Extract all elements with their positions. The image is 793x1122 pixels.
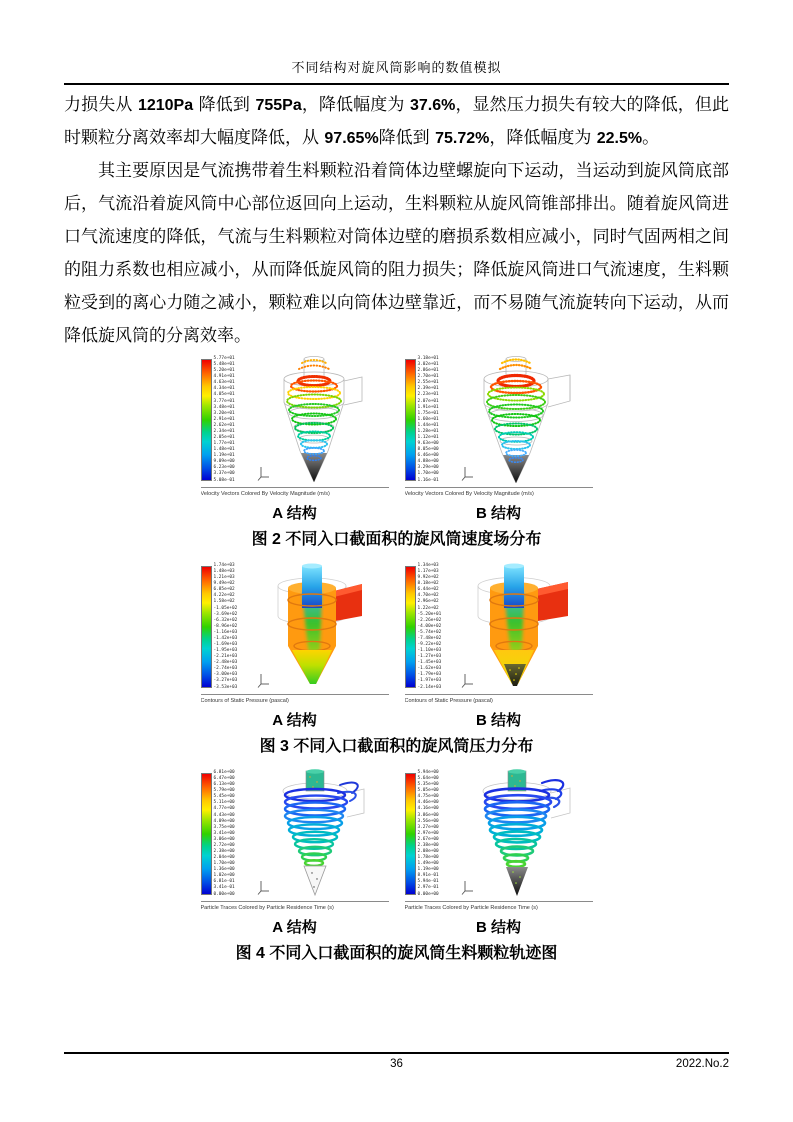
colorbar-tick-label: 2.38e+00 — [213, 849, 235, 855]
panel-sub-caption: Velocity Vectors Colored By Velocity Magnitude (m/s) — [404, 491, 534, 497]
colorbar-tick-label: 2.05e+01 — [213, 435, 235, 441]
colorbar-labels — [416, 771, 443, 897]
colorbar-tick-label: 5.11e+00 — [213, 800, 235, 806]
colorbar-labels — [416, 564, 443, 690]
colorbar-tick-label: 1.02e+00 — [213, 873, 235, 879]
colorbar-tick-label: 1.48e+01 — [213, 447, 235, 453]
page-number: 36 — [390, 1058, 403, 1070]
panel-sub-caption: Contours of Static Pressure (pascal) — [200, 698, 289, 704]
colorbar-tick-label: -2.21e+03 — [213, 654, 238, 660]
colorbar-tick-label: 1.28e+01 — [417, 428, 439, 434]
colorbar-tick-label: 9.49e+02 — [213, 581, 235, 587]
colorbar-tick-label: 2.07e+01 — [417, 398, 439, 404]
colorbar-tick-label: 2.39e+01 — [417, 386, 439, 392]
figure-4-panel-b — [405, 769, 593, 911]
paragraph-segment: 。 — [642, 128, 660, 148]
colorbar-tick-label: 3.56e+00 — [417, 818, 439, 824]
panel-sub-caption: Particle Traces Colored by Particle Residence Time (s) — [404, 905, 538, 911]
colorbar-tick-label: 5.35e+00 — [417, 782, 439, 788]
figure-2-caption: 图 2 不同入口截面积的旋风筒速度场分布 — [251, 531, 542, 548]
panel-separator — [201, 487, 389, 488]
axis-triad-icon — [257, 672, 271, 688]
colorbar-tick-label: -7.48e+02 — [417, 635, 442, 641]
figure-2 — [201, 355, 593, 549]
colorbar-tick-label: -2.48e+03 — [213, 660, 238, 666]
colorbar-tick-label: 8.18e+02 — [417, 581, 439, 587]
colorbar-tick-label: 1.17e+03 — [417, 569, 439, 575]
colorbar-labels — [212, 564, 239, 690]
colorbar-tick-label: -9.22e+02 — [417, 642, 442, 648]
colorbar-tick-label: 6.81e+00 — [213, 770, 235, 775]
colorbar — [201, 769, 239, 899]
axis-triad-icon — [257, 879, 271, 895]
colorbar-tick-label: 3.18e+01 — [417, 356, 439, 361]
structure-b-label: B 结构 — [475, 919, 521, 936]
structure-a-label: A 结构 — [272, 919, 317, 936]
colorbar — [201, 355, 239, 485]
paragraph-segment: ，降低幅度为 — [301, 95, 410, 115]
colorbar-tick-label: 3.29e+00 — [417, 465, 439, 471]
colorbar-tick-label: 3.02e+01 — [417, 362, 439, 368]
colorbar-tick-label: 1.91e+01 — [417, 404, 439, 410]
colorbar-tick-label: 2.70e+01 — [417, 374, 439, 380]
figure-2-panel-b — [405, 355, 593, 497]
structure-a-label: A 结构 — [272, 712, 317, 729]
colorbar — [405, 562, 443, 692]
colorbar-gradient — [201, 359, 212, 481]
colorbar-tick-label: 4.16e+00 — [417, 806, 439, 812]
colorbar-tick-label: 1.77e+01 — [213, 441, 235, 447]
colorbar — [201, 562, 239, 692]
colorbar-tick-label: 3.75e+00 — [213, 824, 235, 830]
colorbar-tick-label: 1.44e+01 — [417, 422, 439, 428]
panel-sub-caption: Velocity Vectors Colored By Velocity Magnitude (m/s) — [200, 491, 330, 497]
colorbar-tick-label: 2.23e+01 — [417, 392, 439, 398]
colorbar-tick-label: -1.69e+03 — [213, 642, 238, 648]
colorbar-tick-label: 8.91e-01 — [417, 873, 439, 879]
paragraph-segment: 力损失从 — [64, 95, 138, 115]
paragraph-segment: ，显然压力损失有较大的降低，但此时颗粒分离效率却大幅度降低，从 — [64, 95, 730, 148]
colorbar-tick-label: 0.00e+00 — [213, 891, 235, 897]
paragraph-segment: 22.5% — [596, 130, 643, 147]
colorbar-tick-label: 2.08e+00 — [417, 849, 439, 855]
colorbar-tick-label: 5.94e-01 — [417, 879, 439, 885]
colorbar-tick-label: -2.14e+03 — [417, 684, 442, 690]
colorbar-tick-label: 5.20e+01 — [213, 368, 235, 374]
colorbar-tick-label: 1.58e+02 — [213, 599, 235, 605]
colorbar-tick-label: 4.34e+01 — [213, 386, 235, 392]
colorbar-tick-label: 3.86e+00 — [417, 812, 439, 818]
colorbar-tick-label: 1.34e+03 — [417, 563, 439, 568]
colorbar-tick-label: 4.88e+00 — [417, 459, 439, 465]
axis-triad-icon — [257, 465, 271, 481]
colorbar-tick-label: -8.96e+02 — [213, 623, 238, 629]
colorbar-tick-label: 3.27e+00 — [417, 824, 439, 830]
colorbar-tick-label: 1.70e+00 — [417, 471, 439, 477]
colorbar-tick-label: 1.36e+00 — [213, 867, 235, 873]
colorbar-tick-label: 1.19e+01 — [213, 453, 235, 459]
paragraph-segment: ，降低幅度为 — [489, 128, 597, 148]
colorbar-labels — [416, 357, 443, 483]
colorbar-tick-label: -1.97e+03 — [417, 678, 442, 684]
paragraph-segment: 1210Pa — [137, 97, 194, 114]
colorbar-tick-label: 1.74e+03 — [213, 563, 235, 568]
colorbar-tick-label: 6.13e+00 — [213, 782, 235, 788]
panel-separator — [405, 487, 593, 488]
header-rule — [64, 83, 729, 85]
colorbar-tick-label: 3.77e+01 — [213, 398, 235, 404]
panel-sub-caption: Particle Traces Colored by Particle Residence Time (s) — [200, 905, 334, 911]
colorbar-tick-label: 1.16e-01 — [417, 477, 439, 483]
colorbar-tick-label: 4.05e+01 — [213, 392, 235, 398]
colorbar-tick-label: 6.44e+02 — [417, 587, 439, 593]
colorbar-tick-label: 2.96e+02 — [417, 599, 439, 605]
panel-separator — [405, 901, 593, 902]
colorbar-tick-label: 1.19e+00 — [417, 867, 439, 873]
colorbar-tick-label: 8.05e+00 — [417, 447, 439, 453]
colorbar-tick-label: -5.74e+02 — [417, 629, 442, 635]
paragraph-segment: 降低到 — [193, 95, 256, 115]
panel-sub-caption: Contours of Static Pressure (pascal) — [404, 698, 493, 704]
colorbar-tick-label: 3.20e+01 — [213, 410, 235, 416]
page-content — [64, 89, 729, 976]
colorbar-tick-label: 5.08e-01 — [213, 477, 235, 483]
figures-block — [64, 355, 729, 976]
colorbar-tick-label: -1.27e+03 — [417, 654, 442, 660]
colorbar-tick-label: 1.21e+03 — [213, 575, 235, 581]
colorbar-tick-label: 1.78e+00 — [417, 855, 439, 861]
colorbar-tick-label: -3.53e+03 — [213, 684, 238, 690]
colorbar-tick-label: -1.05e+02 — [213, 605, 238, 611]
axis-triad-icon — [461, 672, 475, 688]
running-head-title: 不同结构对旋风筒影响的数值模拟 — [291, 61, 502, 76]
colorbar-tick-label: 4.77e+00 — [213, 806, 235, 812]
colorbar-tick-label: 3.06e+00 — [213, 836, 235, 842]
figure-3-caption: 图 3 不同入口截面积的旋风筒压力分布 — [259, 738, 534, 755]
colorbar-tick-label: 2.04e+00 — [213, 855, 235, 861]
colorbar-tick-label: -1.10e+03 — [417, 648, 442, 654]
colorbar-tick-label: 9.63e+00 — [417, 441, 439, 447]
figure-4 — [201, 769, 593, 963]
structure-b-label: B 结构 — [475, 505, 521, 522]
panel-separator — [405, 694, 593, 695]
structure-b-label: B 结构 — [475, 712, 521, 729]
colorbar-tick-label: 6.47e+00 — [213, 776, 235, 782]
figure-2-panel-a — [201, 355, 389, 497]
colorbar-tick-label: -5.20e+01 — [417, 611, 442, 617]
colorbar-tick-label: 9.92e+02 — [417, 575, 439, 581]
colorbar-tick-label: 4.63e+01 — [213, 380, 235, 386]
colorbar-tick-label: 4.91e+01 — [213, 374, 235, 380]
colorbar-tick-label: 4.43e+00 — [213, 812, 235, 818]
colorbar-tick-label: 2.97e+00 — [417, 830, 439, 836]
colorbar-tick-label: 4.22e+02 — [213, 593, 235, 599]
colorbar-tick-label: 6.23e+00 — [213, 465, 235, 471]
colorbar-tick-label: 2.91e+01 — [213, 416, 235, 422]
colorbar-tick-label: 2.34e+01 — [213, 428, 235, 434]
colorbar-tick-label: 4.09e+00 — [213, 818, 235, 824]
panel-separator — [201, 901, 389, 902]
colorbar-tick-label: 9.09e+00 — [213, 459, 235, 465]
colorbar-tick-label: 3.48e+01 — [213, 404, 235, 410]
colorbar-tick-label: 5.94e+00 — [417, 770, 439, 775]
colorbar-tick-label: 6.46e+00 — [417, 453, 439, 459]
colorbar-tick-label: 3.41e+00 — [213, 830, 235, 836]
colorbar-tick-label: 1.48e+03 — [213, 569, 235, 575]
colorbar-tick-label: 1.60e+01 — [417, 416, 439, 422]
colorbar-tick-label: 3.41e-01 — [213, 885, 235, 891]
colorbar-tick-label: 1.12e+01 — [417, 435, 439, 441]
issue-label: 2022.No.2 — [675, 1058, 729, 1070]
colorbar-labels — [212, 771, 239, 897]
colorbar-tick-label: -3.00e+03 — [213, 672, 238, 678]
colorbar-tick-label: 2.86e+01 — [417, 368, 439, 374]
colorbar-tick-label: 0.00e+00 — [417, 891, 439, 897]
figure-3 — [201, 562, 593, 756]
figure-3-panel-a — [201, 562, 389, 704]
colorbar-gradient — [405, 773, 416, 895]
colorbar-tick-label: -6.32e+02 — [213, 617, 238, 623]
colorbar-tick-label: 1.70e+00 — [213, 861, 235, 867]
colorbar-tick-label: 2.97e-01 — [417, 885, 439, 891]
colorbar-tick-label: 4.46e+00 — [417, 800, 439, 806]
colorbar-tick-label: -1.62e+03 — [417, 666, 442, 672]
figure-4-caption: 图 4 不同入口截面积的旋风筒生料颗粒轨迹图 — [235, 945, 558, 962]
colorbar-tick-label: 6.85e+02 — [213, 587, 235, 593]
colorbar-tick-label: -1.16e+03 — [213, 629, 238, 635]
colorbar-tick-label: 5.77e+01 — [213, 356, 235, 361]
axis-triad-icon — [461, 879, 475, 895]
colorbar-tick-label: 5.64e+00 — [417, 776, 439, 782]
footer-rule — [64, 1052, 729, 1054]
colorbar-tick-label: 1.49e+00 — [417, 861, 439, 867]
colorbar — [405, 769, 443, 899]
colorbar-tick-label: -4.00e+02 — [417, 623, 442, 629]
paragraph-segment: 755Pa — [255, 97, 302, 114]
paragraph-segment: 降低到 — [378, 128, 436, 148]
colorbar-tick-label: -1.79e+03 — [417, 672, 442, 678]
structure-a-label: A 结构 — [272, 505, 317, 522]
paragraph-1 — [64, 89, 729, 155]
colorbar-tick-label: 1.22e+02 — [417, 605, 439, 611]
colorbar-tick-label: 5.48e+01 — [213, 362, 235, 368]
colorbar-gradient — [405, 359, 416, 481]
colorbar — [405, 355, 443, 485]
colorbar-tick-label: -2.74e+03 — [213, 666, 238, 672]
colorbar-labels — [212, 357, 239, 483]
colorbar-tick-label: 6.81e-01 — [213, 879, 235, 885]
colorbar-tick-label: -3.27e+03 — [213, 678, 238, 684]
colorbar-tick-label: 2.72e+00 — [213, 842, 235, 848]
colorbar-tick-label: -2.26e+02 — [417, 617, 442, 623]
colorbar-gradient — [201, 773, 212, 895]
colorbar-tick-label: 1.75e+01 — [417, 410, 439, 416]
axis-triad-icon — [461, 465, 475, 481]
colorbar-tick-label: 5.05e+00 — [417, 788, 439, 794]
colorbar-tick-label: 2.67e+00 — [417, 836, 439, 842]
colorbar-tick-label: 2.38e+00 — [417, 842, 439, 848]
colorbar-tick-label: -1.42e+03 — [213, 635, 238, 641]
colorbar-tick-label: -1.45e+03 — [417, 660, 442, 666]
paragraph-segment: 37.6% — [409, 97, 456, 114]
colorbar-tick-label: 5.45e+00 — [213, 794, 235, 800]
colorbar-tick-label: 4.75e+00 — [417, 794, 439, 800]
colorbar-tick-label: -1.95e+03 — [213, 648, 238, 654]
colorbar-tick-label: -3.69e+02 — [213, 611, 238, 617]
paragraph-segment: 75.72% — [435, 130, 490, 147]
colorbar-tick-label: 2.55e+01 — [417, 380, 439, 386]
figure-3-panel-b — [405, 562, 593, 704]
figure-4-panel-a — [201, 769, 389, 911]
paragraph-segment: 97.65% — [324, 130, 379, 147]
colorbar-tick-label: 3.37e+00 — [213, 471, 235, 477]
colorbar-gradient — [405, 566, 416, 688]
panel-separator — [201, 694, 389, 695]
paragraph-2: 其主要原因是气流携带着生料颗粒沿着筒体边壁螺旋向下运动，当运动到旋风筒底部后，气流沿着旋风筒中心部位返回向上运动，生料颗粒从旋风筒锥部排出。随着旋风筒进口气流速度的降低，气流与生料颗粒对筒体边壁的磨损系数相应减小，同时气固两相之间的阻力系数也相应减小，从而降低旋风筒的阻力损失；降低旋风筒进口气流速度，生料颗粒受到的离心力随之减小，颗粒难以向筒体边壁靠近，而不易随气流旋转向下运动，从而降低旋风筒的分离效率。 — [64, 161, 729, 346]
colorbar-tick-label: 2.62e+01 — [213, 422, 235, 428]
colorbar-tick-label: 4.70e+02 — [417, 593, 439, 599]
colorbar-gradient — [201, 566, 212, 688]
colorbar-tick-label: 5.79e+00 — [213, 788, 235, 794]
